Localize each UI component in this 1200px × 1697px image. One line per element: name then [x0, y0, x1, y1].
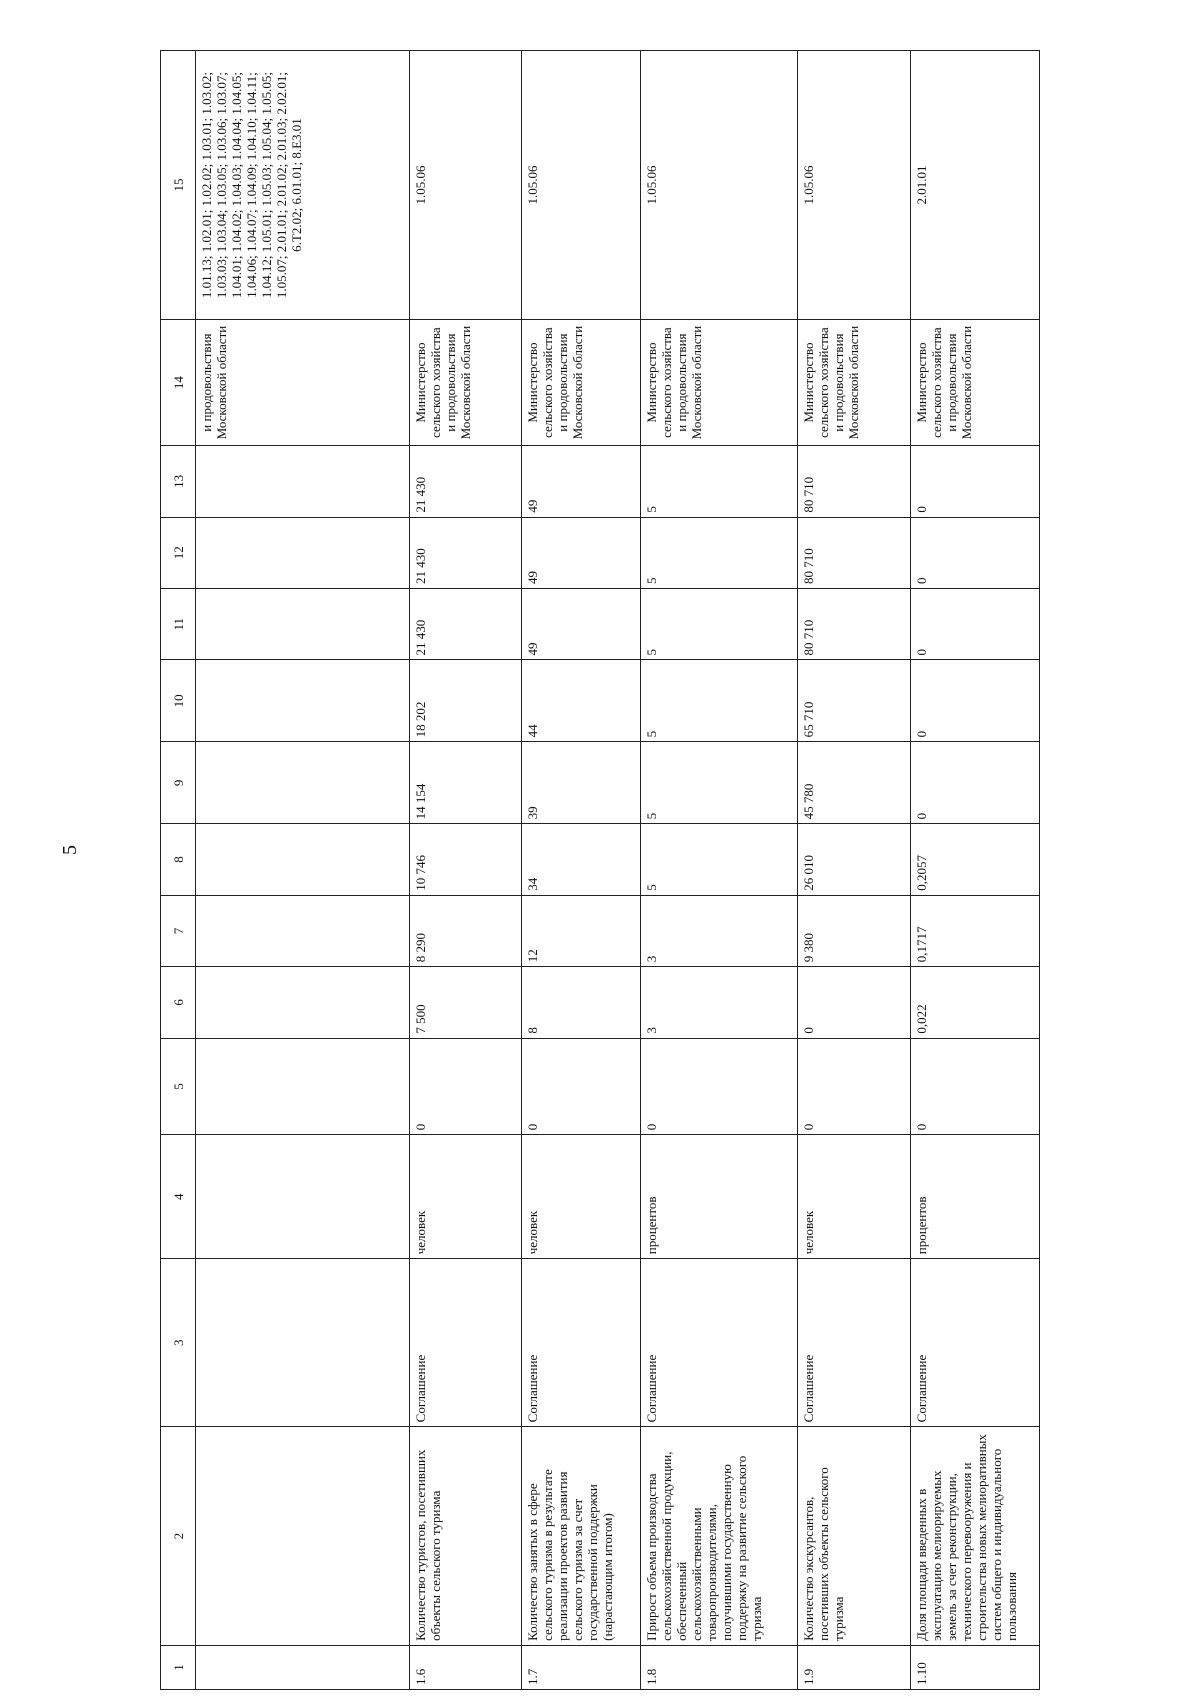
continuation-row	[196, 51, 410, 1690]
unit: процентов	[910, 1135, 1039, 1259]
col-header-6: 6	[161, 967, 196, 1038]
value-cell: 14 154	[409, 742, 522, 824]
page-number: 5	[59, 845, 81, 855]
value-cell: 65 710	[798, 660, 911, 742]
value-cell: 49	[522, 517, 640, 588]
value-cell: 10 746	[409, 824, 522, 895]
value-cell: 0,022	[910, 967, 1039, 1038]
value-cell: 8	[522, 967, 640, 1038]
value-cell: 18 202	[409, 660, 522, 742]
value-cell: 8 290	[409, 895, 522, 966]
indicator-name: Количество занятых в сфере сельского туризма в результате реализации проектов развития сельского туризма за счет государственной поддержки (нарастающим итогом)	[522, 1427, 640, 1646]
activity-codes: 1.05.06	[798, 51, 911, 320]
col-header-15: 15	[161, 51, 196, 320]
table-row	[910, 51, 1039, 1690]
indicator-name: Доля площади введенных в эксплуатацию мелиорируемых земель за счет реконструкции, технического перевооружения и строительства новых мелиоративных систем общего и индивидуального пользования	[910, 1427, 1039, 1646]
indicator-name: Прирост объема производства сельскохозяйственной продукции, обеспеченный сельскохозяйственными товаропроизводителями, получившими государственную поддержку на развитие сельского туризма	[640, 1427, 798, 1646]
unit: человек	[522, 1135, 640, 1259]
col-header-7: 7	[161, 895, 196, 966]
value-cell: 12	[522, 895, 640, 966]
indicator-name: Количество экскурсантов, посетивших объекты сельского туризма	[798, 1427, 911, 1646]
header-row	[161, 51, 196, 1690]
indicator-type: Соглашение	[409, 1259, 522, 1427]
value-cell: 80 710	[798, 589, 911, 660]
value-cell: 0	[910, 589, 1039, 660]
row-number: 1.7	[522, 1645, 640, 1689]
col-header-12: 12	[161, 517, 196, 588]
value-cell: 5	[640, 589, 798, 660]
table-row	[640, 51, 798, 1690]
value-cell: 80 710	[798, 446, 911, 517]
responsible-authority: Министерство сельского хозяйства и продовольствия Московской области	[910, 320, 1039, 446]
value-cell: 0	[798, 967, 911, 1038]
indicator-type: Соглашение	[522, 1259, 640, 1427]
value-cell: 39	[522, 742, 640, 824]
value-cell: 0	[798, 1038, 911, 1135]
value-cell: 0	[522, 1038, 640, 1135]
table-row	[798, 51, 911, 1690]
value-cell: 0	[910, 742, 1039, 824]
indicators-table	[160, 50, 1040, 1690]
col-header-2: 2	[161, 1427, 196, 1646]
row-number: 1.9	[798, 1645, 911, 1689]
col-header-14: 14	[161, 320, 196, 446]
value-cell: 0,1717	[910, 895, 1039, 966]
value-cell: 21 430	[409, 517, 522, 588]
value-cell: 0	[910, 1038, 1039, 1135]
value-cell: 5	[640, 660, 798, 742]
value-cell: 34	[522, 824, 640, 895]
responsible-authority: Министерство сельского хозяйства и продовольствия Московской области	[409, 320, 522, 446]
activity-codes: 1.05.06	[409, 51, 522, 320]
value-cell: 49	[522, 446, 640, 517]
activity-codes: 1.05.06	[640, 51, 798, 320]
unit: процентов	[640, 1135, 798, 1259]
value-cell: 5	[640, 446, 798, 517]
value-cell: 80 710	[798, 517, 911, 588]
activity-codes: 1.05.06	[522, 51, 640, 320]
unit: человек	[409, 1135, 522, 1259]
col-header-4: 4	[161, 1135, 196, 1259]
col-header-5: 5	[161, 1038, 196, 1135]
table-row	[522, 51, 640, 1690]
value-cell: 44	[522, 660, 640, 742]
value-cell: 0,2057	[910, 824, 1039, 895]
row-number: 1.10	[910, 1645, 1039, 1689]
value-cell: 26 010	[798, 824, 911, 895]
responsible-authority: Министерство сельского хозяйства и продовольствия Московской области	[798, 320, 911, 446]
value-cell: 5	[640, 824, 798, 895]
indicator-type: Соглашение	[640, 1259, 798, 1427]
value-cell: 0	[409, 1038, 522, 1135]
value-cell: 5	[640, 517, 798, 588]
col-header-10: 10	[161, 660, 196, 742]
value-cell: 21 430	[409, 589, 522, 660]
value-cell: 3	[640, 967, 798, 1038]
value-cell: 3	[640, 895, 798, 966]
continuation-codes: 1.01.13; 1.02.01; 1.02.02; 1.03.01; 1.03.02; 1.03.03; 1.03.04; 1.03.05; 1.03.06; 1.03.07; 1.04.01; 1.04.02; 1.04.03; 1.04.04; 1.04.05; 1.04.06; 1.04.07; 1.04.09; 1.04.10; 1.04.11; 1.04.12; 1.05.01; 1.05.03; 1.05.04; 1.05.05; 1.05.07; 2.01.01; 2.01.02; 2.01.03; 2.02.01; 6.Т2.02; 6.01.01; 8.Е3.01	[196, 51, 410, 320]
value-cell: 0	[910, 446, 1039, 517]
value-cell: 5	[640, 742, 798, 824]
col-header-1: 1	[161, 1645, 196, 1689]
col-header-13: 13	[161, 446, 196, 517]
row-number: 1.6	[409, 1645, 522, 1689]
col-header-8: 8	[161, 824, 196, 895]
value-cell: 49	[522, 589, 640, 660]
indicator-type: Соглашение	[910, 1259, 1039, 1427]
table-row	[409, 51, 522, 1690]
unit: человек	[798, 1135, 911, 1259]
value-cell: 0	[640, 1038, 798, 1135]
col-header-9: 9	[161, 742, 196, 824]
col-header-3: 3	[161, 1259, 196, 1427]
indicator-type: Соглашение	[798, 1259, 911, 1427]
value-cell: 0	[910, 517, 1039, 588]
continuation-responsible: и продовольствия Московской области	[196, 320, 410, 446]
responsible-authority: Министерство сельского хозяйства и продовольствия Московской области	[522, 320, 640, 446]
value-cell: 7 500	[409, 967, 522, 1038]
responsible-authority: Министерство сельского хозяйства и продовольствия Московской области	[640, 320, 798, 446]
value-cell: 21 430	[409, 446, 522, 517]
activity-codes: 2.01.01	[910, 51, 1039, 320]
value-cell: 0	[910, 660, 1039, 742]
rotated-table-container	[160, 50, 1040, 1690]
value-cell: 45 780	[798, 742, 911, 824]
col-header-11: 11	[161, 589, 196, 660]
value-cell: 9 380	[798, 895, 911, 966]
indicator-name: Количество туристов, посетивших объекты сельского туризма	[409, 1427, 522, 1646]
row-number: 1.8	[640, 1645, 798, 1689]
